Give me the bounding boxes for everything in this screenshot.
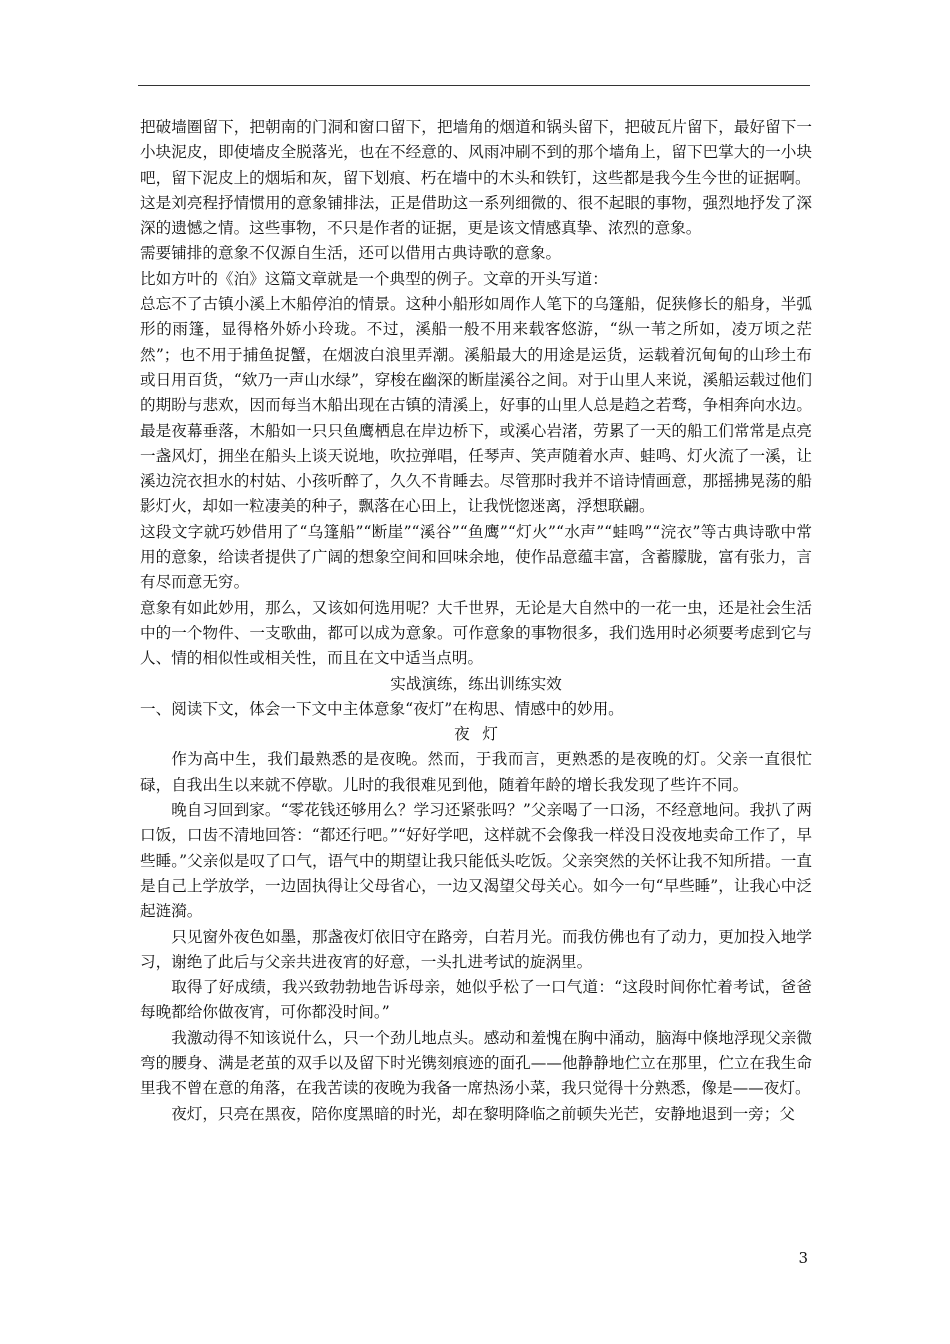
essay-paragraph: 夜灯，只亮在黑夜，陪你度黑暗的时光，却在黎明降临之前顿失光芒，安静地退到一旁；父	[171, 1104, 795, 1123]
essay-paragraph: 晚自习回到家。“零花钱还够用么？学习还紧张吗？”父亲喝了一口汤，不经意地问。我扒了两口饭，口齿不清地回答：“都还行吧。”“好好学吧，这样就不会像我一样没日没夜地卖命工作了，早些睡。”父亲似是叹了口气，语气中的期望让我只能低头吃饭。父亲突然的关怀让我不知所措。一直是自己上学放学，一边固执得让父母省心，一边又渴望父母关心。如今一句“早些睡”，让我心中泛起涟漪。	[140, 801, 812, 921]
essay-paragraph: 取得了好成绩，我兴致勃勃地告诉母亲，她似乎松了一口气道：“这段时间你忙着考试，爸爸每晚都给你做夜宵，可你都没时间。”	[140, 978, 812, 1022]
body-paragraph: 比如方叶的《泊》这篇文章就是一个典型的例子。文章的开头写道：	[140, 269, 608, 288]
quoted-passage: 总忘不了古镇小溪上木船停泊的情景。这种小船形如周作人笔下的乌篷船，促狭修长的船身，半弧形的雨篷，显得格外娇小玲珑。不过，溪船一般不用来载客悠游，“纵一苇之所如，凌万顷之茫然”；也不用于捕鱼捉蟹，在烟波白浪里弄潮。溪船最大的用途是运货，运载着沉甸甸的山珍土布或日用百货，“欸乃一声山水绿”，穿梭在幽深的断崖溪谷之间。对于山里人来说，溪船运载过他们的期盼与悲欢，因而每当木船出现在古镇的清溪上，好事的山里人总是趋之若骛，争相奔向水边。最是夜幕垂落，木船如一只只鱼鹰栖息在岸边桥下，或溪心岩渚，劳累了一天的船工们常常是点亮一盏风灯，拥坐在船头上谈天说地，吹拉弹唱，任琴声、笑声随着水声、蛙鸣、灯火流了一溪，让溪边浣衣担水的村姑、小孩听醉了，久久不肯睡去。尽管那时我并不谙诗情画意，那摇拂晃荡的船影灯火，却如一粒凄美的种子，飘落在心田上，让我恍惚迷离，浮想联翩。	[140, 295, 812, 516]
section-heading: 实战演练，练出训练实效	[390, 674, 562, 693]
exercise-instruction: 一、阅读下文，体会一下文中主体意象“夜灯”在构思、情感中的妙用。	[140, 699, 624, 718]
essay-title: 夜灯	[454, 725, 511, 744]
body-paragraph: 这段文字就巧妙借用了“乌篷船”“断崖”“溪谷”“鱼鹰”“灯火”“水声”“蛙鸣”“浣衣”等古典诗歌中常用的意象，给读者提供了广阔的想象空间和回味余地，使作品意蕴丰富，含蓄朦胧，富有张力，言有尽而意无穷。	[140, 522, 812, 592]
body-paragraph: 这是刘亮程抒情惯用的意象铺排法，正是借助这一系列细微的、很不起眼的事物，强烈地抒发了深深的遗憾之情。这些事物，不只是作者的证据，更是该文情感真挚、浓烈的意象。	[140, 193, 812, 238]
quoted-passage: 把破墙圈留下，把朝南的门洞和窗口留下，把墙角的烟道和锅头留下，把破瓦片留下，最好留下一小块泥皮，即使墙皮全脱落光，也在不经意的、风雨冲刷不到的那个墙角上，留下巴掌大的一小块吧，留下泥皮上的烟垢和灰，留下划痕、朽在墙中的木头和铁钉，这些都是我今生今世的证据啊。	[140, 118, 812, 187]
page-body	[140, 115, 812, 1127]
essay-paragraph: 作为高中生，我们最熟悉的是夜晚。然而，于我而言，更熟悉的是夜晚的灯。父亲一直很忙碌，自我出生以来就不停歇。儿时的我很难见到他，随着年龄的增长我发现了些许不同。	[140, 750, 812, 794]
body-paragraph: 意象有如此妙用，那么，又该如何选用呢？大千世界，无论是大自然中的一花一虫，还是社会生活中的一个物件、一支歌曲，都可以成为意象。可作意象的事物很多，我们选用时必须要考虑到它与人、情的相似性或相关性，而且在文中适当点明。	[140, 598, 812, 668]
header-rule	[138, 85, 810, 86]
body-paragraph: 需要铺排的意象不仅源自生活，还可以借用古典诗歌的意象。	[140, 244, 562, 263]
page-number: 3	[798, 1249, 808, 1267]
essay-paragraph: 我激动得不知该说什么，只一个劲儿地点头。感动和羞愧在胸中涌动，脑海中倏地浮现父亲微弯的腰身、满是老茧的双手以及留下时光镌刻痕迹的面孔——他静静地伫立在那里，伫立在我生命里我不曾在意的角落，在我苦读的夜晚为我备一席热汤小菜，我只觉得十分熟悉，像是——夜灯。	[140, 1028, 812, 1098]
essay-paragraph: 只见窗外夜色如墨，那盏夜灯依旧守在路旁，白若月光。而我仿佛也有了动力，更加投入地学习，谢绝了此后与父亲共进夜宵的好意，一头扎进考试的旋涡里。	[140, 927, 812, 971]
